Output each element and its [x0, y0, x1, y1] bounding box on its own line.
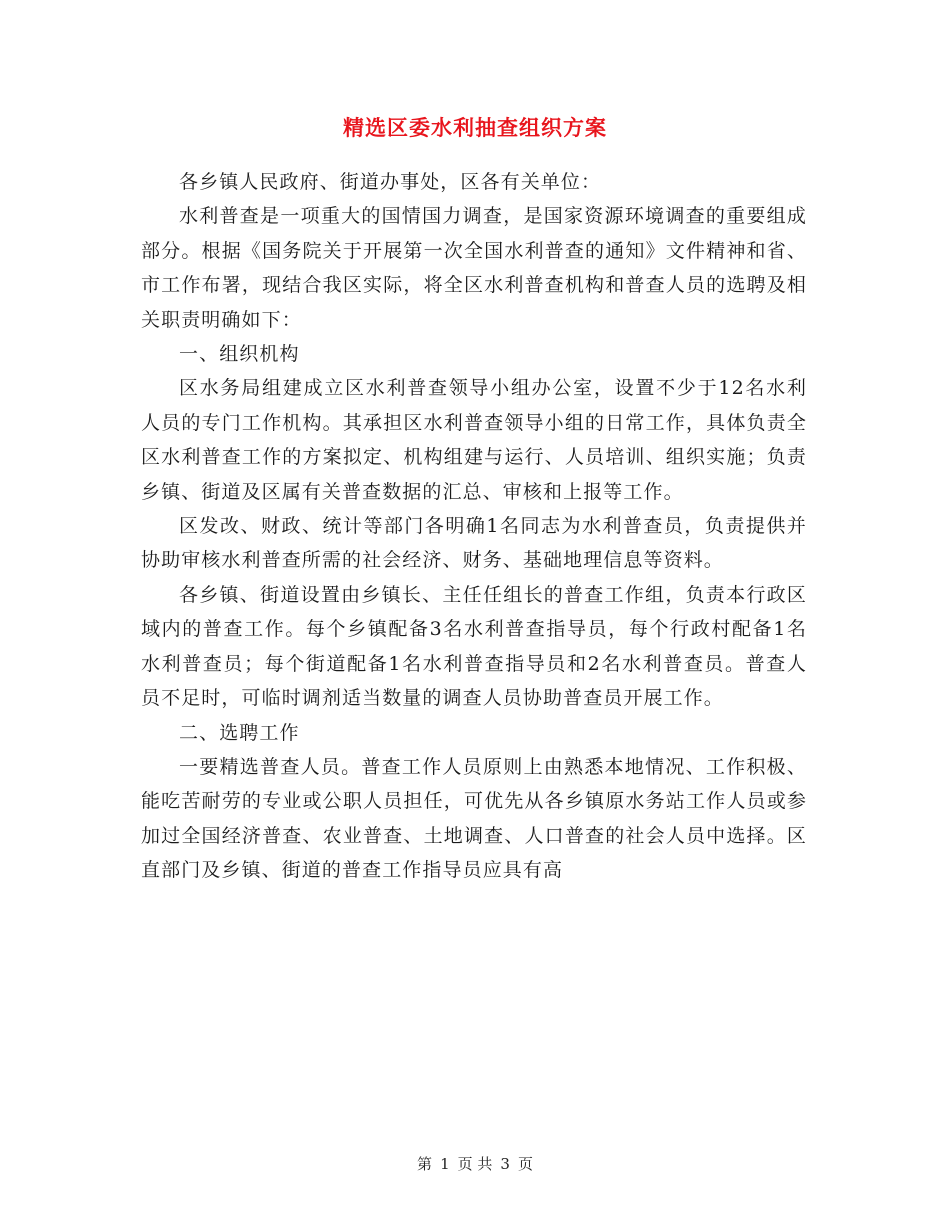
intro-paragraph: 水利普查是一项重大的国情国力调查，是国家资源环境调查的重要组成部分。根据《国务院关于开展第一次全国水利普查的通知》文件精神和省、市工作布署，现结合我区实际，将全区水利普查机构和普查人员的选聘及相关职责明确如下： — [141, 205, 807, 331]
footer-middle: 页 共 — [457, 1155, 493, 1173]
paragraph-office: 区水务局组建成立区水利普查领导小组办公室，设置不少于12名水利人员的专门工作机构。其承担区水利普查领导小组的日常工作，具体负责全区水利普查工作的方案拟定、机构组建与运行、人员培训、组织实施；负责乡镇、街道及区属有关普查数据的汇总、审核和上报等工作。 — [141, 377, 807, 503]
paragraph-select-staff: 一要精选普查人员。普查工作人员原则上由熟悉本地情况、工作积极、能吃苦耐劳的专业或公职人员担任，可优先从各乡镇原水务站工作人员或参加过全国经济普查、农业普查、土地调查、人口普查的社会人员中选择。区直部门及乡镇、街道的普查工作指导员应具有高 — [141, 755, 807, 882]
footer-page-number: 1 — [440, 1155, 450, 1173]
footer-suffix: 页 — [517, 1155, 533, 1173]
document-title: 精选区委水利抽查组织方案 — [343, 115, 607, 140]
footer-prefix: 第 — [417, 1155, 433, 1173]
section-heading-recruitment: 二、选聘工作 — [179, 721, 300, 744]
page-footer — [0, 1154, 950, 1174]
paragraph-departments: 区发改、财政、统计等部门各明确1名同志为水利普查员，负责提供并协助审核水利普查所需的社会经济、财务、基础地理信息等资料。 — [141, 515, 807, 572]
salutation-paragraph: 各乡镇人民政府、街道办事处，区各有关单位： — [179, 171, 602, 193]
paragraph-township-groups: 各乡镇、街道设置由乡镇长、主任任组长的普查工作组，负责本行政区域内的普查工作。每个乡镇配备3名水利普查指导员，每个行政村配备1名水利普查员；每个街道配备1名水利普查指导员和2名水利普查员。普查人员不足时，可临时调剂适当数量的调查人员协助普查员开展工作。 — [141, 583, 807, 710]
footer-total-pages: 3 — [500, 1155, 510, 1173]
document-body — [141, 165, 807, 888]
section-heading-organization: 一、组织机构 — [179, 343, 300, 366]
